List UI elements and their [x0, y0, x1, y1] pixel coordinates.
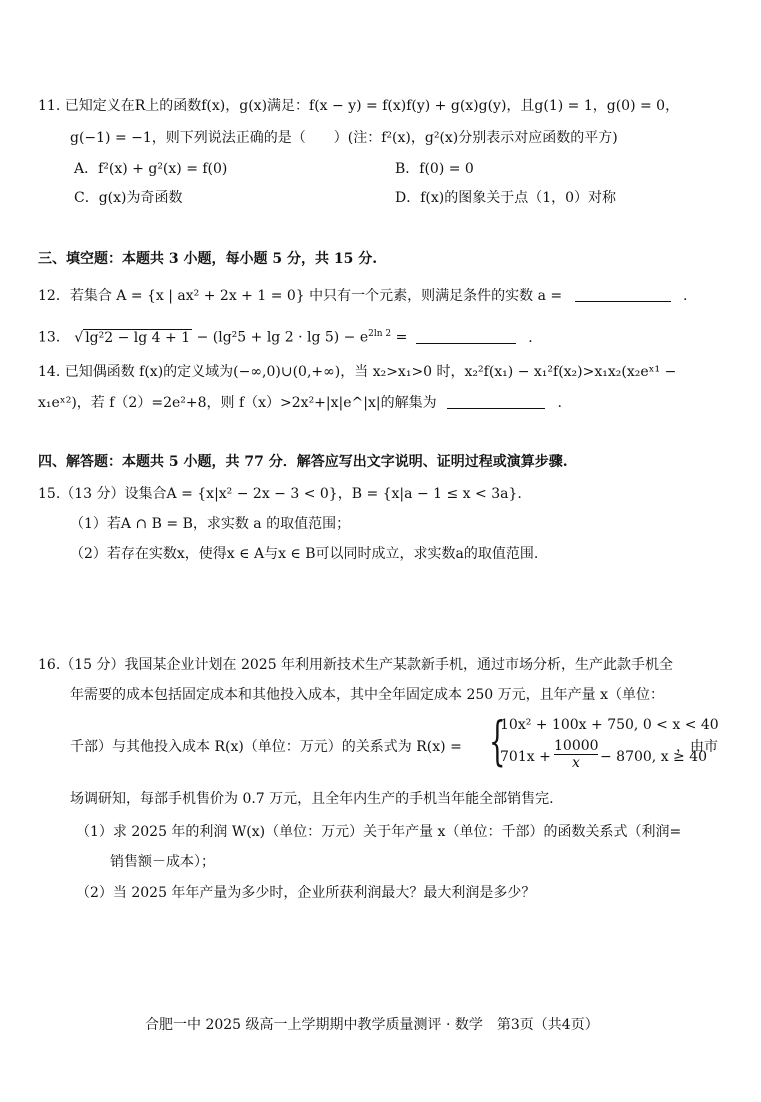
q14-answer-blank[interactable]	[447, 394, 545, 409]
q11-option-d: D．f(x)的图象关于点（1，0）对称	[395, 190, 617, 206]
q16-stem-line3: 千部）与其他投入成本 R(x)（单位：万元）的关系式为 R(x) =	[70, 739, 462, 755]
q13-num: 13．	[38, 329, 70, 346]
q12-text: 12．若集合 A = {x | ax² + 2x + 1 = 0} 中只有一个元素，则满足条件的实数 a =	[38, 288, 563, 304]
q16-stem-line4: 场调研知，每部手机售价为 0.7 万元，且全年内生产的手机当年能全部销售完.	[70, 791, 554, 807]
q15-part1: （1）若A ∩ B = B，求实数 a 的取值范围；	[70, 516, 351, 532]
q16-stem-line2: 年需要的成本包括固定成本和其他投入成本，其中全年固定成本 250 万元，且年产量 x（单位：	[70, 687, 664, 703]
q16-part2: （2）当 2025 年年产量为多少时，企业所获利润最大？最大利润是多少？	[76, 885, 536, 901]
piecewise-case-2a: 701x +	[500, 749, 551, 765]
q16-part1-line1: （1）求 2025 年的利润 W(x)（单位：万元）关于年产量 x（单位：千部）的函数关系式（利润=	[76, 824, 682, 840]
q13-exponent: 2ln 2	[368, 329, 392, 339]
q14-end: .	[557, 395, 562, 411]
q16-stem-line3-end: ，由市	[676, 739, 718, 755]
section-3-title: 三、填空题：本题共 3 小题，每小题 5 分，共 15 分.	[38, 251, 378, 267]
q14-stem-line1: 14. 已知偶函数 f(x)的定义域为(−∞,0)∪(0,+∞)，当 x₂>x₁>0 时，x₂²f(x₁) − x₁²f(x₂)>x₁x₂(x₂eˣ¹ −	[38, 364, 677, 380]
section-4-title: 四、解答题：本题共 5 小题，共 77 分．解答应写出文字说明、证明过程或演算步骤.	[38, 454, 568, 470]
q14-line2-text: x₁eˣ²)，若 f（2）=2e²+8，则 f（x）>2x²+|x|e^|x|的解集为	[38, 395, 437, 411]
q16-stem-line1: 16.（15 分）我国某企业计划在 2025 年利用新技术生产某款新手机，通过市场分析，生产此款手机全	[38, 657, 674, 673]
q13-sqrt	[74, 329, 192, 347]
q13-end: .	[528, 329, 533, 346]
sqrt-symbol: √	[74, 329, 84, 346]
page-footer: 合肥一中 2025 级高一上学期期中教学质量测评 · 数学 第3页（共4页）	[145, 1017, 599, 1033]
q11-option-b: B．f(0) = 0	[395, 161, 474, 177]
fraction-numerator: 10000	[554, 738, 599, 754]
q15-part2: （2）若存在实数x，使得x ∈ A与x ∈ B可以同时成立，求实数a的取值范围.	[70, 546, 539, 562]
q12-stem	[38, 287, 687, 305]
q13-answer-blank[interactable]	[416, 329, 516, 344]
q11-option-c: C．g(x)为奇函数	[74, 190, 183, 206]
q14-stem-line2	[38, 394, 562, 412]
fraction-denominator: x	[572, 755, 580, 771]
piecewise-brace: {	[489, 712, 506, 772]
q13-stem	[38, 325, 533, 347]
q15-stem: 15.（13 分）设集合A = {x|x² − 2x − 3 < 0}，B = {x|a − 1 ≤ x < 3a}.	[38, 486, 522, 502]
piecewise-case-2b: − 8700, x ≥ 40	[600, 749, 708, 765]
q16-part1-line2: 销售额－成本）；	[110, 854, 215, 870]
q12-end: .	[683, 288, 688, 304]
q11-stem-line1: 11. 已知定义在R上的函数f(x)，g(x)满足：f(x − y) = f(x)f(y) + g(x)g(y)，且g(1) = 1，g(0) = 0，	[38, 98, 680, 114]
q13-rest: − (lg²5 + lg 2 · lg 5) − e	[192, 329, 369, 346]
q13-eq: =	[391, 329, 408, 346]
piecewise-case-1: 10x² + 100x + 750, 0 < x < 40	[500, 717, 719, 733]
q11-stem-line2: g(−1) = −1，则下列说法正确的是（ ）(注：f²(x)，g²(x)分别表示对应函数的平方)	[70, 130, 618, 146]
q13-sqrt-body: lg²2 − lg 4 + 1	[85, 329, 191, 346]
q11-option-a: A．f²(x) + g²(x) = f(0)	[74, 161, 228, 177]
piecewise-fraction	[554, 738, 598, 771]
q12-answer-blank[interactable]	[575, 287, 671, 302]
